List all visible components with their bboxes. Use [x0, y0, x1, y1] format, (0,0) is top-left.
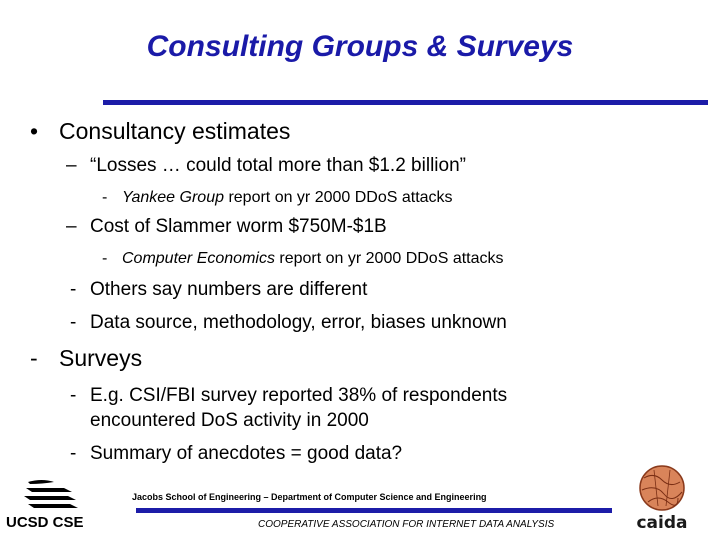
footer-caida: COOPERATIVE ASSOCIATION FOR INTERNET DATA ANALYSIS	[258, 519, 555, 530]
bullet-dash: -	[70, 279, 77, 300]
ce-source: Computer Economics	[122, 250, 275, 267]
footer-department: Jacobs School of Engineering – Department of Computer Science and Engineering	[132, 492, 487, 502]
caida-globe-logo	[634, 464, 694, 534]
bullet-dot: •	[30, 118, 39, 144]
bullet-data-source: Data source, methodology, error, biases unknown	[90, 312, 507, 333]
ucsd-cse-label: UCSD CSE	[6, 514, 84, 531]
bullet-dash: -	[70, 312, 77, 333]
yankee-rest: report on yr 2000 DDoS attacks	[224, 189, 453, 206]
bullet-dash: -	[70, 443, 77, 464]
slide-title: Consulting Groups & Surveys	[146, 30, 574, 63]
bullet-dash: -	[30, 345, 38, 371]
ce-rest: report on yr 2000 DDoS attacks	[274, 250, 504, 267]
bullet-dash: -	[70, 385, 77, 406]
bullet-dash: -	[102, 189, 108, 206]
bullet-ce-report	[122, 250, 504, 268]
bullet-endash: –	[66, 155, 77, 176]
bullet-anecdotes: Summary of anecdotes = good data?	[90, 443, 403, 464]
bullet-endash: –	[66, 216, 77, 237]
bullet-slammer: Cost of Slammer worm $750M-$1B	[90, 216, 387, 237]
bullet-csi-line2: encountered DoS activity in 2000	[90, 410, 369, 431]
bullet-dash: -	[102, 250, 108, 267]
bullet-losses-quote: “Losses … could total more than $1.2 billion”	[90, 155, 466, 176]
yankee-source: Yankee Group	[122, 189, 224, 206]
ucsd-wave-logo	[24, 478, 80, 512]
bullet-consultancy: Consultancy estimates	[59, 118, 291, 144]
bullet-surveys: Surveys	[59, 345, 143, 371]
title-divider	[103, 100, 708, 105]
bullet-others: Others say numbers are different	[90, 279, 368, 300]
footer-divider	[136, 508, 612, 513]
caida-wordmark: caida	[636, 513, 688, 533]
bullet-yankee-report	[122, 189, 453, 207]
bullet-csi-line1: E.g. CSI/FBI survey reported 38% of respondents	[90, 385, 508, 406]
